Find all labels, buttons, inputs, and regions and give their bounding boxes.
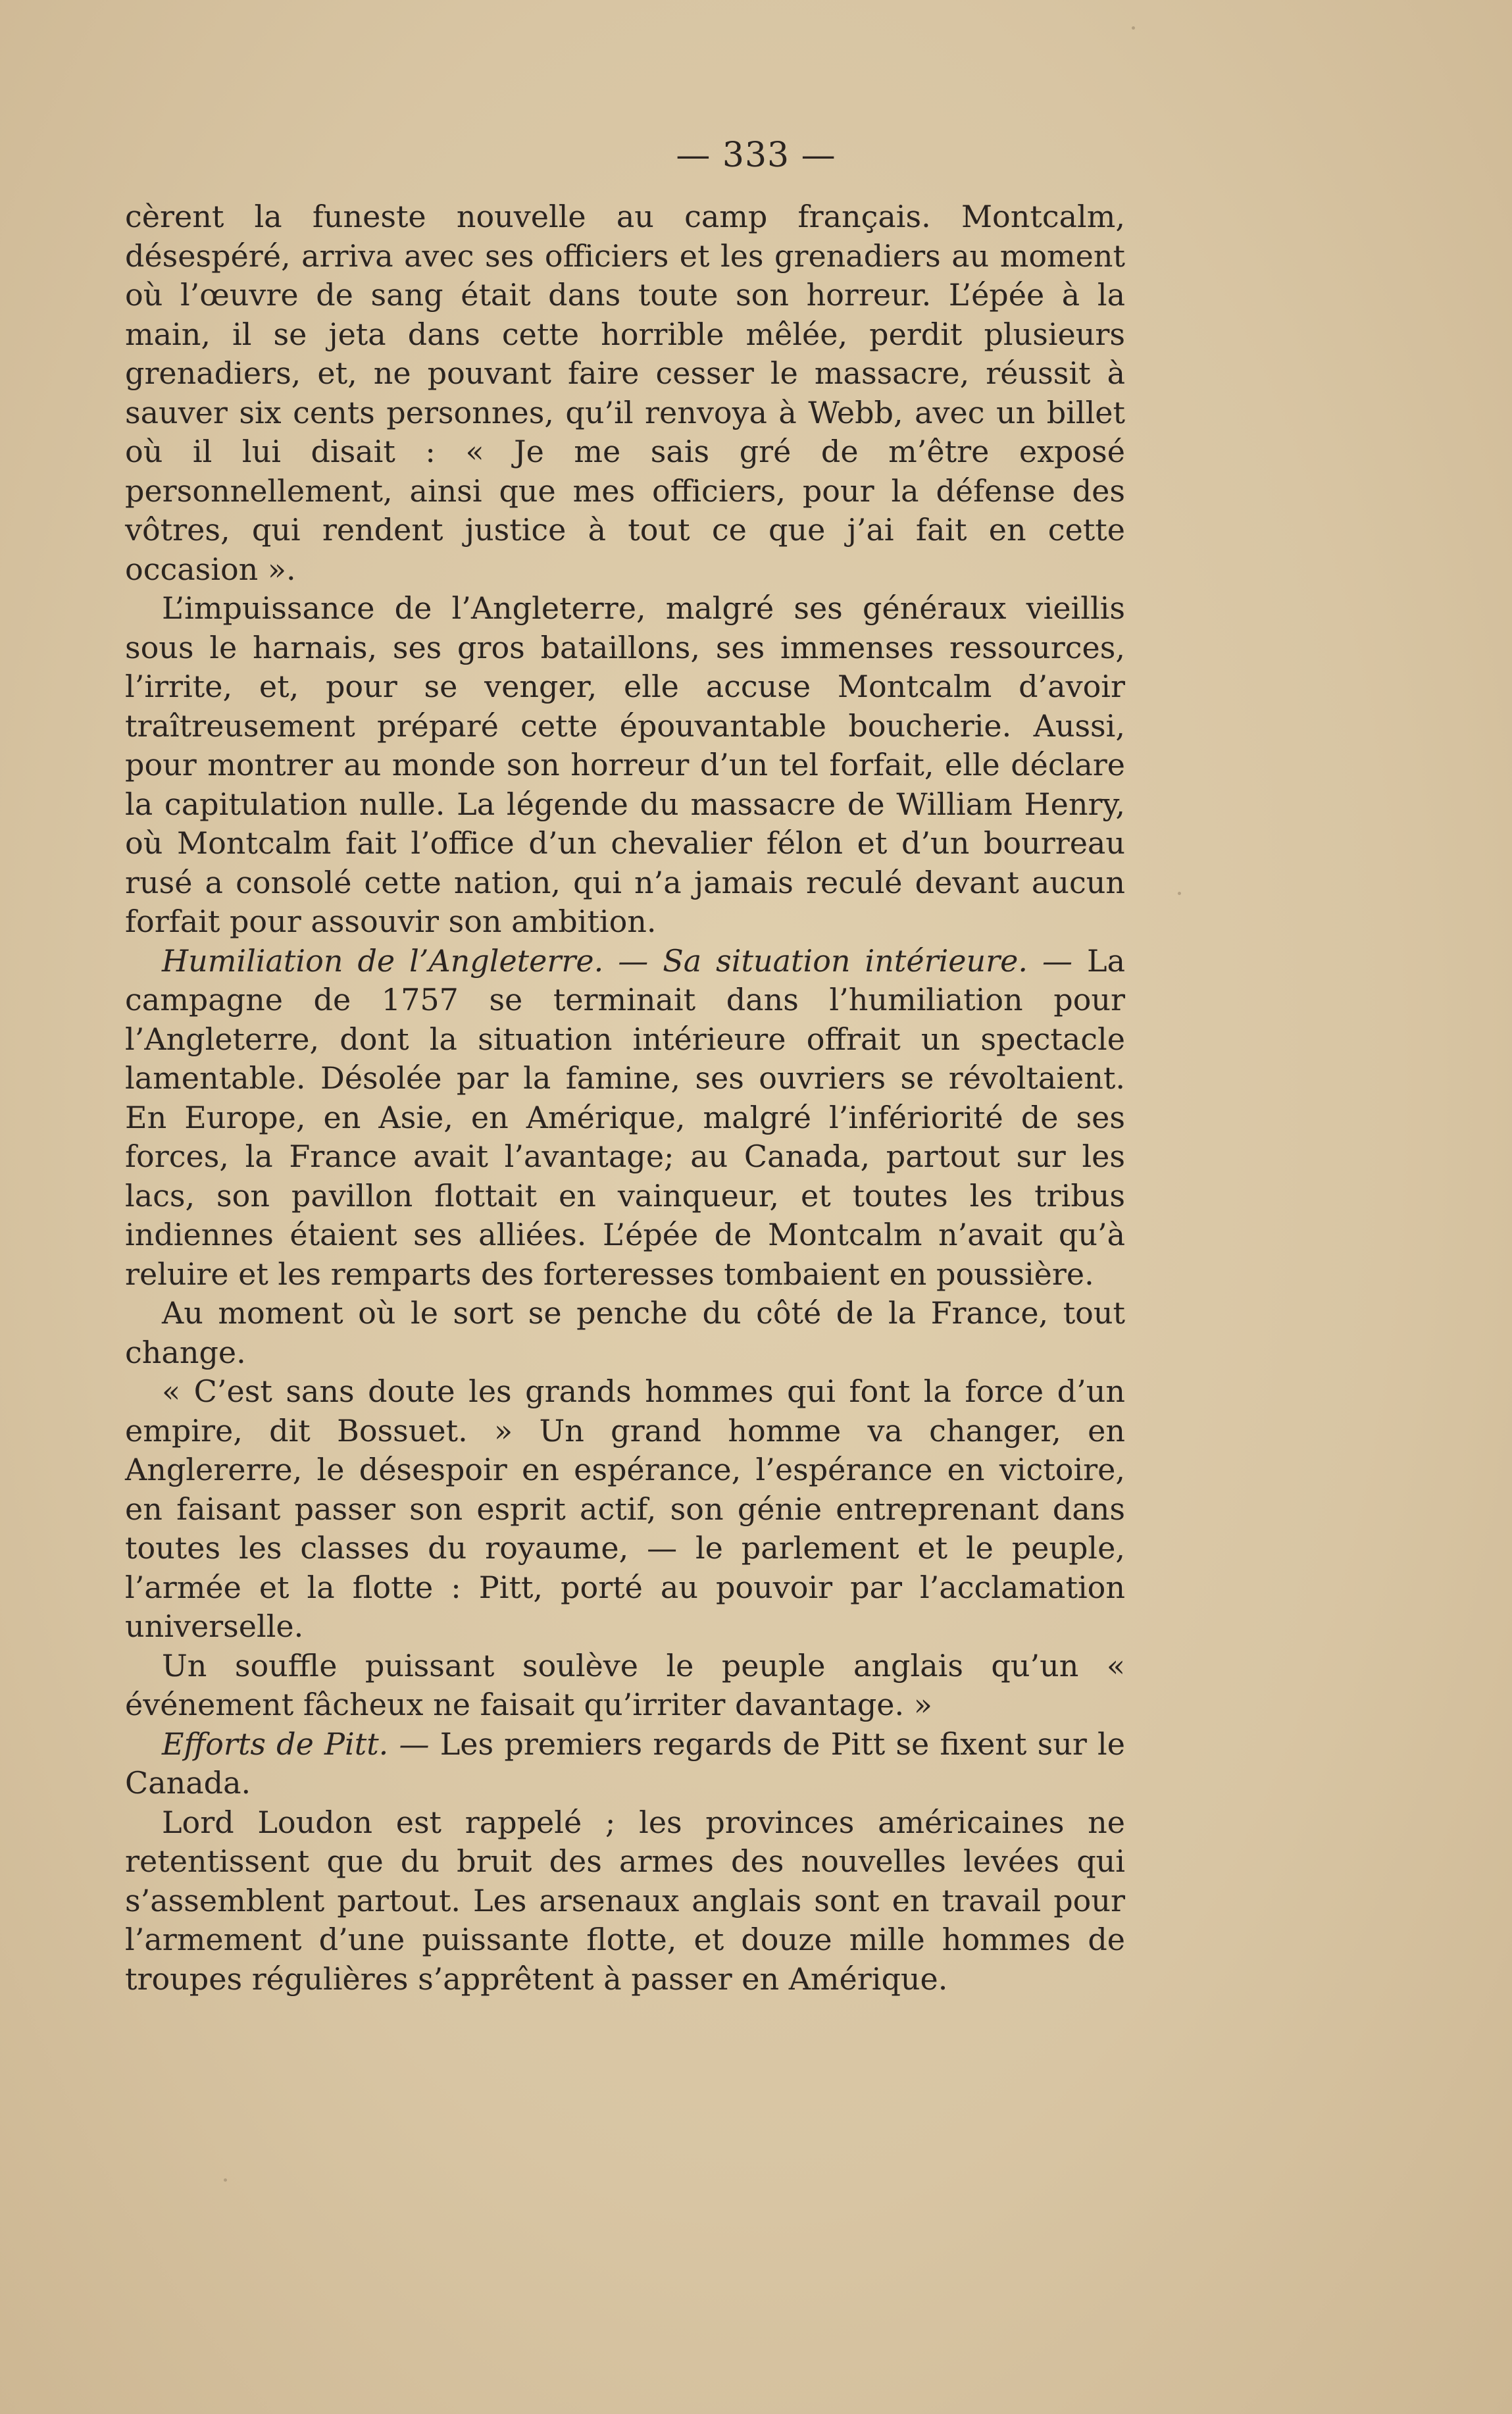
paragraph — [125, 589, 1125, 942]
paragraph-text: cèrent la funeste nouvelle au camp français. Montcalm, désespéré, arriva avec ses officiers et les grenadiers au moment où l’œuvre de sang était dans toute son horreur. L’épée à la main, il se jeta dans cette horrible mêlée, perdit plusieurs grenadiers, et, ne pouvant faire cesser le massacre, réussit à sauver six cents personnes, qu’il renvoya à Webb, avec un billet où il lui disait : « Je me sais gré de m’être exposé personnellement, ainsi que mes officiers, pour la défense des vôtres, qui rendent justice à tout ce que j’ai fait en cette occasion ». — [125, 199, 1125, 587]
paragraph — [125, 1294, 1125, 1372]
page-text — [125, 197, 1125, 1999]
page-number: — 333 — — [676, 136, 836, 175]
paragraph-text: L’impuissance de l’Angleterre, malgré ses généraux vieillis sous le harnais, ses gros bataillons, ses immenses ressources, l’irrite, et, pour se venger, elle accuse Montcalm d’avoir traîtreusement préparé cette épouvantable boucherie. Aussi, pour montrer au monde son horreur d’un tel forfait, elle déclare la capitulation nulle. La légende du massacre de William Henry, où Montcalm fait l’office d’un chevalier félon et d’un bourreau rusé a consolé cette nation, qui n’a jamais reculé devant aucun forfait pour assouvir son ambition. — [125, 590, 1125, 939]
paragraph-text: « C’est sans doute les grands hommes qui font la force d’un empire, dit Bossuet. » Un grand homme va changer, en Anglererre, le désespoir en espérance, l’espérance en victoire, en faisant passer son esprit actif, son génie entreprenant dans toutes les classes du royaume, — le parlement et le peuple, l’armée et la flotte : Pitt, porté au pouvoir par l’acclamation universelle. — [125, 1374, 1125, 1644]
paragraph — [125, 1803, 1125, 1999]
paper-speck — [1178, 892, 1181, 895]
paragraph — [125, 1725, 1125, 1803]
paragraph-text: Au moment où le sort se penche du côté de la France, tout change. — [125, 1295, 1125, 1370]
paragraph — [125, 197, 1125, 589]
paragraph-text: Un souffle puissant soulève le peuple anglais qu’un « événement fâcheux ne faisait qu’irriter davantage. » — [125, 1647, 1125, 1722]
paragraph-text: La campagne de 1757 se terminait dans l’humiliation pour l’Angleterre, dont la situation intérieure offrait un spectacle lamentable. Désolée par la famine, ses ouvriers se révoltaient. En Europe, en Asie, en Amérique, malgré l’infériorité de ses forces, la France avait l’avantage; au Canada, partout sur les lacs, son pavillon flottait en vainqueur, et toutes les tribus indiennes étaient ses alliées. L’épée de Montcalm n’avait qu’à reluire et les remparts des forteresses tombaient en poussière. — [125, 942, 1125, 1292]
paragraph — [125, 942, 1125, 1295]
paper-speck — [1132, 26, 1135, 30]
section-heading: Efforts de Pitt. — — [162, 1726, 430, 1762]
paragraph-text: Les premiers regards de Pitt se fixent sur le Canada. — [125, 1726, 1125, 1801]
paper-speck — [224, 2178, 227, 2182]
section-heading: Humiliation de l’Angleterre. — Sa situation intérieure. — — [162, 942, 1072, 979]
paragraph — [125, 1647, 1125, 1725]
paragraph-text: Lord Loudon est rappelé ; les provinces américaines ne retentissent que du bruit des armes des nouvelles levées qui s’assemblent partout. Les arsenaux anglais sont en travail pour l’armement d’une puissante flotte, et douze mille hommes de troupes régulières s’apprêtent à passer en Amérique. — [125, 1804, 1125, 1997]
paragraph — [125, 1372, 1125, 1647]
